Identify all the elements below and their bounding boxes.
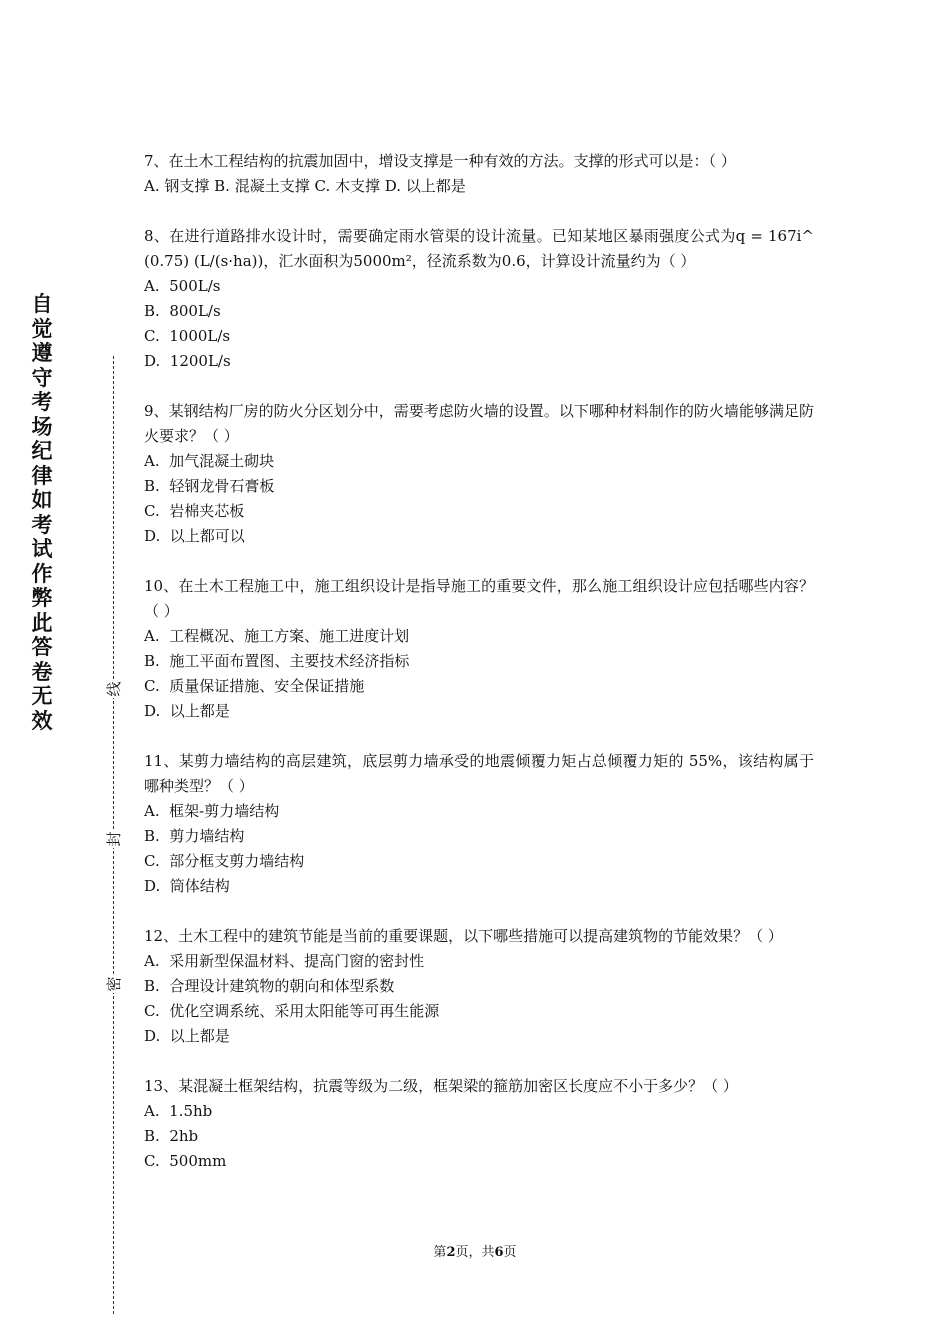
inline-options bbox=[144, 174, 814, 199]
question-stem: 7、在土木工程结构的抗震加固中，增设支撑是一种有效的方法。支撑的形式可以是：（ ） bbox=[144, 152, 736, 170]
option-c: C. 岩棉夹芯板 bbox=[144, 502, 245, 520]
option-c: C. 木支撑 bbox=[314, 177, 380, 195]
current-page-number: 2 bbox=[446, 1245, 456, 1260]
question-list bbox=[144, 149, 814, 1199]
question-12 bbox=[144, 924, 814, 1049]
question-9 bbox=[144, 399, 814, 549]
question-stem: 13、某混凝土框架结构，抗震等级为二级，框架梁的箍筋加密区长度应不小于多少？（ ） bbox=[144, 1077, 738, 1095]
option-c: C. 1000L/s bbox=[144, 327, 231, 345]
question-11 bbox=[144, 749, 814, 899]
option-b: B. 合理设计建筑物的朝向和体型系数 bbox=[144, 977, 395, 995]
option-d: D. 以上都是 bbox=[144, 702, 230, 720]
option-d: D. 以上都可以 bbox=[144, 527, 245, 545]
footer-suffix: 页 bbox=[503, 1245, 517, 1260]
option-b: B. 800L/s bbox=[144, 302, 221, 320]
option-c: C. 质量保证措施、安全保证措施 bbox=[144, 677, 365, 695]
option-b: B. 施工平面布置图、主要技术经济指标 bbox=[144, 652, 410, 670]
option-d: D. 以上都是 bbox=[384, 177, 466, 195]
option-a: A. 采用新型保温材料、提高门窗的密封性 bbox=[144, 952, 425, 970]
exam-discipline-warning: 自觉遵守考场纪律如考试作弊此答卷无效 bbox=[31, 292, 53, 733]
footer-prefix: 第 bbox=[433, 1245, 447, 1260]
option-a: A. 1.5hb bbox=[144, 1102, 213, 1120]
option-d: D. 1200L/s bbox=[144, 352, 231, 370]
footer-middle: 页，共 bbox=[455, 1245, 495, 1260]
question-8 bbox=[144, 224, 814, 374]
option-a: A. 工程概况、施工方案、施工进度计划 bbox=[144, 627, 410, 645]
seal-mark-xian: 线 bbox=[105, 681, 123, 697]
option-d: D. 以上都是 bbox=[144, 1027, 230, 1045]
question-10 bbox=[144, 574, 814, 724]
question-7 bbox=[144, 149, 814, 199]
option-c: C. 部分框支剪力墙结构 bbox=[144, 852, 305, 870]
option-d: D. 筒体结构 bbox=[144, 877, 230, 895]
question-stem: 8、在进行道路排水设计时，需要确定雨水管渠的设计流量。已知某地区暴雨强度公式为q = 167i^(0.75) (L/(s·ha))，汇水面积为5000m²，径流系数为0.6，计算设计流量约为（ ） bbox=[144, 227, 814, 270]
question-stem: 11、某剪力墙结构的高层建筑，底层剪力墙承受的地震倾覆力矩占总倾覆力矩的 55%，该结构属于哪种类型？（ ） bbox=[144, 752, 814, 795]
total-page-count: 6 bbox=[494, 1245, 504, 1260]
option-a: A. 500L/s bbox=[144, 277, 221, 295]
option-b: B. 轻钢龙骨石膏板 bbox=[144, 477, 275, 495]
option-a: A. 框架-剪力墙结构 bbox=[144, 802, 280, 820]
seal-mark-feng: 封 bbox=[105, 831, 123, 847]
option-a: A. 钢支撑 bbox=[144, 177, 210, 195]
question-stem: 10、在土木工程施工中，施工组织设计是指导施工的重要文件，那么施工组织设计应包括哪些内容？（ ） bbox=[144, 577, 814, 620]
question-stem: 9、某钢结构厂房的防火分区划分中，需要考虑防火墙的设置。以下哪种材料制作的防火墙能够满足防火要求？（ ） bbox=[144, 402, 814, 445]
seal-mark-mi: 密 bbox=[105, 976, 123, 992]
question-13 bbox=[144, 1074, 814, 1174]
option-a: A. 加气混凝土砌块 bbox=[144, 452, 275, 470]
page-footer bbox=[0, 1243, 950, 1263]
option-b: B. 混凝土支撑 bbox=[214, 177, 310, 195]
question-stem: 12、土木工程中的建筑节能是当前的重要课题，以下哪些措施可以提高建筑物的节能效果？（ ） bbox=[144, 927, 783, 945]
option-b: B. 剪力墙结构 bbox=[144, 827, 245, 845]
option-b: B. 2hb bbox=[144, 1127, 199, 1145]
option-c: C. 500mm bbox=[144, 1152, 227, 1170]
option-c: C. 优化空调系统、采用太阳能等可再生能源 bbox=[144, 1002, 440, 1020]
